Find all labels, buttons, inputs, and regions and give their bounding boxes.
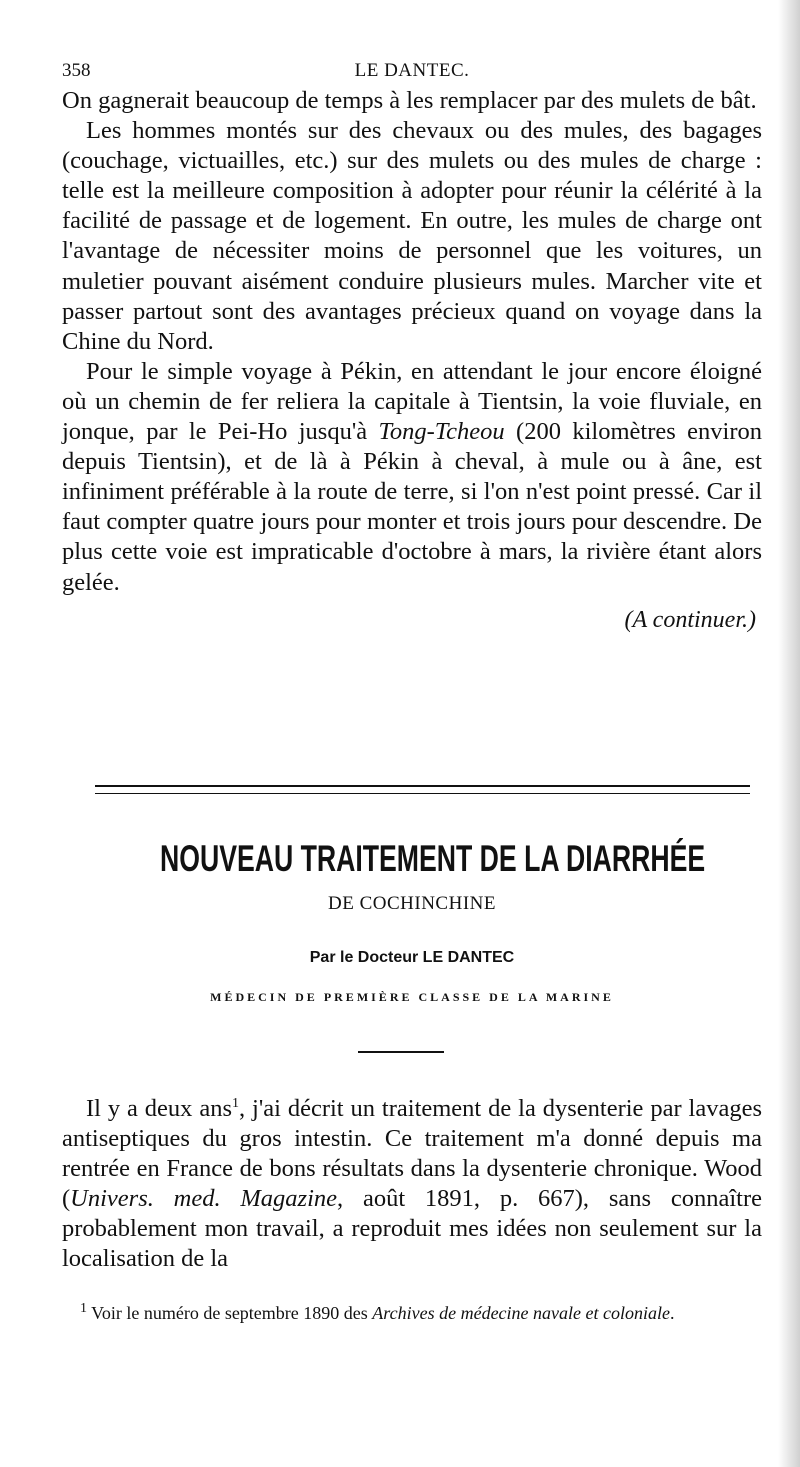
paragraph-text: (200 kilomètres environ depuis Tientsin), et de là à Pékin à cheval, à mule ou à âne, est infiniment préférable à la route de terre, si l'on n'est point pressé. Car il faut compter quatre jours pour monter et trois jours pour descendre. De plus cette voie est impraticable d'octobre à mars, la rivière étant alors gelée. <box>62 418 762 596</box>
page-number: 358 <box>62 60 91 81</box>
to-be-continued <box>62 600 762 640</box>
place-name-italic: Tong-Tcheou <box>378 418 505 446</box>
footnote-body: . <box>669 1303 675 1323</box>
footnote-ref: 1 <box>232 1095 239 1111</box>
footnote-text <box>62 1302 762 1324</box>
page-edge-shadow <box>778 0 800 1467</box>
to-be-continued-open: ( <box>624 606 633 633</box>
paragraph-text: , août 1891, p. 667), sans connaître probablement mon travail, a reproduit mes idées non seulement sur la localisation de la <box>62 1185 762 1273</box>
article-title: NOUVEAU TRAITEMENT DE LA DIARRHÉE <box>159 838 706 879</box>
to-be-continued-text: A continuer. <box>632 606 748 633</box>
article-author: Par le Docteur LE DANTEC <box>309 949 515 966</box>
paragraph-text: , j'ai décrit un traitement de la dysenterie par lavages antiseptiques du gros intestin. Ce traitement m'a donné depuis ma rentrée en France de bons résultats dans la dysenterie chronique. Wood ( <box>62 1095 762 1213</box>
footnote <box>62 1302 762 1324</box>
article-subtitle: DE COCHINCHINE <box>328 893 496 914</box>
journal-name-italic: Univers. med. Magazine <box>70 1185 338 1213</box>
to-be-continued-close: ) <box>748 606 756 633</box>
section-divider <box>95 785 750 794</box>
article-body <box>62 1094 762 1275</box>
footnote-body: Voir le numéro de septembre 1890 des <box>87 1303 373 1323</box>
title-divider <box>358 1051 444 1053</box>
running-header <box>62 60 762 88</box>
paragraph-text: Il y a deux ans <box>86 1095 232 1122</box>
paragraph <box>62 1094 762 1275</box>
paragraph <box>62 357 762 598</box>
paragraph: Les hommes montés sur des chevaux ou des mules, des bagages (couchage, victuailles, etc.) sur des mulets ou des mules de charge : telle est la meilleure composition à adopter pour réunir la célérité à la facilité de passage et de logement. En outre, les mules de charge ont l'avantage de nécessiter moins de personnel que les voitures, un muletier pouvant aisément conduire plusieurs mules. Marcher vite et passer partout sont des avantages précieux quand on voyage dans la Chine du Nord. <box>62 117 762 355</box>
footnote-marker: 1 <box>80 1301 87 1316</box>
paragraph-text: Pour le simple voyage à Pékin, en attendant le jour encore éloigné où un chemin de fer reliera la capitale à Tientsin, la voie fluviale, en jonque, par le Pei-Ho jusqu'à <box>62 357 762 446</box>
footnote-journal-italic: Archives de médecine navale et coloniale <box>372 1303 670 1323</box>
paragraph: On gagnerait beaucoup de temps à les remplacer par des mulets de bât. <box>62 87 757 114</box>
author-rank: MÉDECIN DE PREMIÈRE CLASSE DE LA MARINE <box>210 990 614 1004</box>
running-title: LE DANTEC. <box>354 60 470 81</box>
previous-article-text <box>62 86 762 640</box>
